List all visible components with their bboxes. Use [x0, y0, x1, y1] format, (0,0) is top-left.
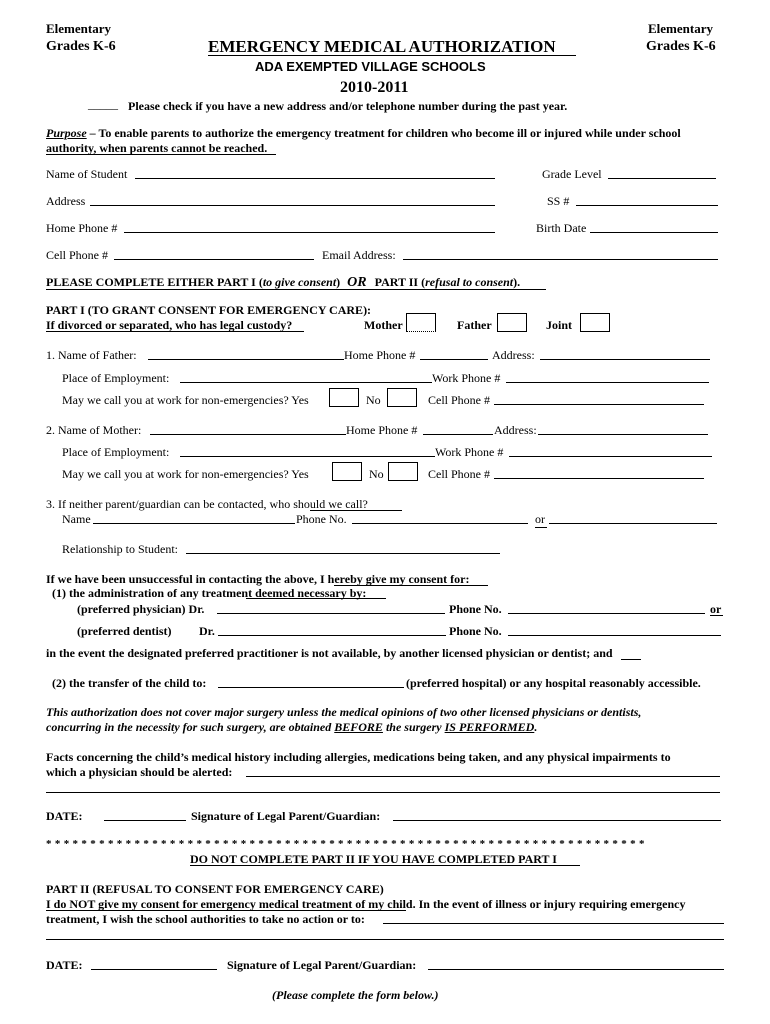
grade-level-label: Grade Level [542, 167, 602, 181]
mother-employment-label: Place of Employment: [62, 445, 170, 459]
mother-call-yes-checkbox[interactable] [332, 462, 362, 481]
custody-question: If divorced or separated, who has legal custody? [46, 318, 293, 332]
relationship-field[interactable] [186, 553, 500, 554]
authorization-line1: This authorization does not cover major surgery unless the medical opinions of two other licensed physicians or dentists, [46, 705, 642, 719]
custody-father-checkbox[interactable] [497, 313, 527, 332]
father-home-phone-label: Home Phone # [344, 348, 416, 362]
address-field[interactable] [90, 205, 495, 206]
page-title: EMERGENCY MEDICAL AUTHORIZATION [208, 37, 556, 56]
father-call-no-checkbox[interactable] [387, 388, 417, 407]
contact-phone-field[interactable] [352, 523, 528, 524]
dentist-label: (preferred dentist) [77, 624, 172, 638]
address-check-blank[interactable]: _____ [88, 97, 118, 111]
purpose-line2: authority, when parents cannot be reached. [46, 141, 268, 155]
consent-item2-b: (preferred hospital) or any hospital reasonably accessible. [406, 676, 701, 690]
hospital-field[interactable] [218, 687, 404, 688]
mother-address-label: Address: [494, 423, 537, 437]
physician-label: (preferred physician) Dr. [77, 602, 205, 616]
consent-item2-a: (2) the transfer of the child to: [52, 676, 207, 690]
consent-alt: in the event the designated preferred practitioner is not available, by another licensed physician or dentist; and [46, 646, 613, 660]
authorization-line2: concurring in the necessity for such surgery, are obtained BEFORE the surgery IS PERFORMED. [46, 720, 538, 734]
grade-level-field[interactable] [608, 178, 716, 179]
student-name-label: Name of Student [46, 167, 128, 181]
mother-call-question: May we call you at work for non-emergencies? Yes [62, 467, 309, 481]
page-subtitle: ADA EXEMPTED VILLAGE SCHOOLS [255, 59, 486, 74]
signature-field-2[interactable] [428, 969, 724, 970]
instruction-line: PLEASE COMPLETE EITHER PART I (to give consent) OR PART II (refusal to consent). [46, 275, 521, 290]
custody-mother-checkbox[interactable] [406, 313, 436, 332]
mother-name-field[interactable] [150, 434, 346, 435]
mother-cell-field[interactable] [494, 478, 704, 479]
mother-call-no-checkbox[interactable] [388, 462, 418, 481]
signature-field-1[interactable] [393, 820, 721, 821]
cell-phone-field[interactable] [114, 259, 314, 260]
mother-work-phone-field[interactable] [509, 456, 712, 457]
custody-father-label: Father [457, 318, 492, 332]
father-employment-field[interactable] [180, 382, 432, 383]
facts-field-2[interactable] [46, 792, 720, 793]
header-left-line1: Elementary [46, 21, 111, 36]
purpose-line1 [46, 127, 681, 139]
part2-line2: treatment, I wish the school authorities to take no action or to: [46, 912, 365, 926]
father-cell-label: Cell Phone # [428, 393, 490, 407]
physician-phone-label: Phone No. [449, 602, 502, 616]
father-cell-field[interactable] [494, 404, 704, 405]
part2-notice: DO NOT COMPLETE PART II IF YOU HAVE COMPLETED PART I [190, 852, 557, 866]
physician-field[interactable] [217, 613, 445, 614]
contact-alt-phone-field[interactable] [549, 523, 717, 524]
physician-phone-field[interactable] [508, 613, 705, 614]
relationship-label: Relationship to Student: [62, 542, 178, 556]
contact-phone-label: Phone No. [296, 512, 347, 526]
facts-field-1[interactable] [246, 776, 720, 777]
father-work-phone-field[interactable] [506, 382, 709, 383]
consent-item1: (1) the administration of any treatment deemed necessary by: [52, 586, 367, 600]
ss-label: SS # [547, 194, 570, 208]
father-address-field[interactable] [540, 359, 710, 360]
cell-phone-label: Cell Phone # [46, 248, 108, 262]
contact-or-label: or [535, 512, 545, 526]
email-label: Email Address: [322, 248, 396, 262]
email-field[interactable] [403, 259, 718, 260]
father-call-yes-checkbox[interactable] [329, 388, 359, 407]
dentist-field[interactable] [218, 635, 446, 636]
part2-heading: PART II (REFUSAL TO CONSENT FOR EMERGENCY CARE) [46, 882, 384, 896]
dentist-phone-label: Phone No. [449, 624, 502, 638]
date-field-1[interactable] [104, 820, 186, 821]
home-phone-field[interactable] [124, 232, 495, 233]
address-label: Address [46, 194, 86, 208]
mother-cell-label: Cell Phone # [428, 467, 490, 481]
father-employment-label: Place of Employment: [62, 371, 170, 385]
contact-name-label: Name [62, 512, 91, 526]
father-home-phone-field[interactable] [420, 359, 488, 360]
custody-mother-label: Mother [364, 318, 403, 332]
mother-home-phone-label: Home Phone # [346, 423, 418, 437]
date-label-1: DATE: [46, 809, 83, 823]
school-year: 2010-2011 [340, 79, 409, 96]
date-field-2[interactable] [91, 969, 217, 970]
mother-work-phone-label: Work Phone # [435, 445, 504, 459]
home-phone-label: Home Phone # [46, 221, 118, 235]
mother-call-no-label: No [369, 467, 384, 481]
address-check-text: Please check if you have a new address and/or telephone number during the past year. [128, 99, 568, 113]
physician-or-label: or [710, 602, 722, 616]
date-label-2: DATE: [46, 958, 83, 972]
ss-field[interactable] [576, 205, 718, 206]
mother-home-phone-field[interactable] [423, 434, 493, 435]
header-right-line2: Grades K-6 [646, 39, 716, 54]
footer-note: (Please complete the form below.) [272, 988, 439, 1002]
asterisk-divider: * * * * * * * * * * * * * * * * * * * * * * * * * * * * * * * * * * * * * * * * * * * * * * * * * * * * * * * * * * * * * * * * * * * * [46, 838, 645, 850]
father-call-no-label: No [366, 393, 381, 407]
part2-field-1[interactable] [383, 923, 724, 924]
mother-name-label: 2. Name of Mother: [46, 423, 142, 437]
custody-joint-checkbox[interactable] [580, 313, 610, 332]
facts-line1: Facts concerning the child’s medical history including allergies, medications being taken, and any physical impairments to [46, 750, 671, 764]
purpose-text: – To enable parents to authorize the emergency treatment for children who become ill or injured while under school [86, 126, 681, 140]
part2-field-2[interactable] [46, 939, 724, 940]
contact-name-field[interactable] [93, 523, 295, 524]
dentist-phone-field[interactable] [508, 635, 721, 636]
dentist-dr-label: Dr. [199, 624, 215, 638]
father-name-label: 1. Name of Father: [46, 348, 137, 362]
birth-date-field[interactable] [590, 232, 718, 233]
father-call-question: May we call you at work for non-emergencies? Yes [62, 393, 309, 407]
father-work-phone-label: Work Phone # [432, 371, 501, 385]
contact-question: 3. If neither parent/guardian can be contacted, who should we call? [46, 497, 368, 511]
signature-label-2: Signature of Legal Parent/Guardian: [227, 958, 417, 972]
consent-intro: If we have been unsuccessful in contacting the above, I hereby give my consent for: [46, 572, 470, 586]
custody-joint-label: Joint [546, 318, 573, 332]
facts-line2: which a physician should be alerted: [46, 765, 233, 779]
mother-address-field[interactable] [538, 434, 708, 435]
student-name-field[interactable] [135, 178, 495, 179]
part2-line1: I do NOT give my consent for emergency medical treatment of my child. In the event of illness or injury requiring emergency [46, 897, 686, 911]
mother-employment-field[interactable] [180, 456, 435, 457]
header-left-line2: Grades K-6 [46, 39, 116, 54]
purpose-label: Purpose [46, 126, 87, 140]
part1-heading: PART I (TO GRANT CONSENT FOR EMERGENCY CARE): [46, 303, 372, 317]
birth-date-label: Birth Date [536, 221, 587, 235]
signature-label-1: Signature of Legal Parent/Guardian: [191, 809, 381, 823]
father-address-label: Address: [492, 348, 535, 362]
father-name-field[interactable] [148, 359, 344, 360]
header-right-line1: Elementary [648, 21, 713, 36]
